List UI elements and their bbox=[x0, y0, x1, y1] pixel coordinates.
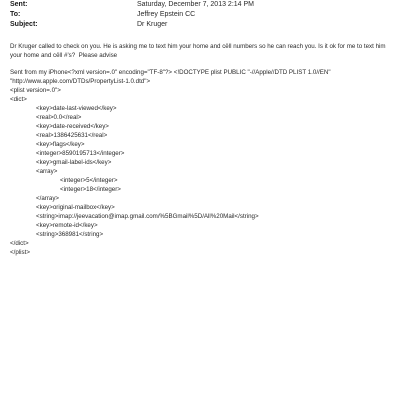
xml-line: <integer>8590195713</integer> bbox=[36, 150, 125, 157]
header-row-sent bbox=[10, 0, 390, 10]
email-body bbox=[10, 42, 392, 257]
xml-plist-block bbox=[10, 86, 392, 257]
subject-label: Subject: bbox=[10, 21, 38, 28]
xml-line: </dict> bbox=[10, 240, 29, 247]
xml-line: </array> bbox=[36, 195, 60, 202]
xml-line: <plist version=.0"> bbox=[10, 87, 61, 94]
xml-line: <key>original-mailbox</key> bbox=[36, 204, 115, 211]
xml-line: <key>date-received</key> bbox=[36, 123, 109, 130]
xml-line: <key>remote-id</key> bbox=[36, 222, 98, 229]
xml-line: </plist> bbox=[10, 249, 30, 256]
xml-line: <real>0.0</real> bbox=[36, 114, 82, 121]
xml-line: <dict> bbox=[10, 96, 27, 103]
xml-line: <string>368981</string> bbox=[36, 231, 104, 238]
xml-line: <integer>18</integer> bbox=[60, 186, 121, 193]
header-row-to bbox=[10, 10, 390, 20]
xml-line: <key>date-last-viewed</key> bbox=[36, 105, 117, 112]
xml-line: <key>flags</key> bbox=[36, 141, 85, 148]
to-value: Jeffrey Epstein CC bbox=[137, 11, 196, 18]
xml-line: <real>1386425631</real> bbox=[36, 132, 108, 139]
subject-value: Dr Kruger bbox=[137, 21, 168, 28]
xml-line: <string>imap://jeevacation@imap.gmail.com/%5BGmail%5D/All%20Mail</string> bbox=[36, 213, 259, 220]
sent-from-line: Sent from my iPhone<?xml version=.0" encoding="TF-8"?> <!DOCTYPE plist PUBLIC "-//Apple//DTD PLIST 1.0//EN" "http://www.apple.com/DTDs/PropertyList-1.0.dtd"> bbox=[10, 69, 333, 85]
header-row-subject bbox=[10, 20, 390, 30]
sent-label: Sent: bbox=[10, 1, 28, 8]
xml-line: <key>gmail-label-ids</key> bbox=[36, 159, 112, 166]
message-paragraph: Dr Kruger called to check on you. He is asking me to text him your home and cëll numbers so he can reach you. Is it ok for me to text him your home and cëll #'s? Please advise bbox=[10, 43, 388, 59]
xml-line: <array> bbox=[36, 168, 58, 175]
to-label: To: bbox=[10, 11, 21, 18]
xml-line: <integer>5</integer> bbox=[60, 177, 118, 184]
email-header bbox=[10, 0, 390, 30]
sent-value: Saturday, December 7, 2013 2:14 PM bbox=[137, 1, 254, 8]
